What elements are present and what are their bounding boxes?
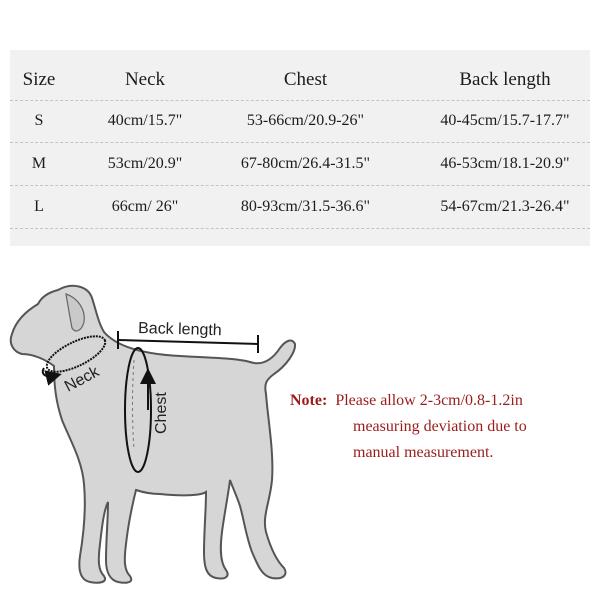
cell-chest: 67-80cm/26.4-31.5"	[240, 155, 371, 172]
cell-neck: 53cm/20.9"	[107, 155, 183, 172]
note-line-2: measuring deviation due to	[353, 418, 527, 435]
note-first-line	[290, 388, 595, 414]
cell-back-length: 40-45cm/15.7-17.7"	[440, 112, 570, 129]
header-neck: Neck	[124, 69, 166, 90]
dog-silhouette-icon	[0, 270, 300, 600]
table-row	[10, 186, 590, 229]
dog-measurement-diagram	[0, 270, 300, 600]
cell-size: L	[34, 198, 44, 215]
header-back-length: Back length	[459, 69, 551, 90]
header-chest: Chest	[283, 69, 328, 90]
chest-label: Chest	[153, 392, 170, 434]
note-line-3: manual measurement.	[353, 444, 494, 461]
cell-neck: 66cm/ 26"	[111, 198, 179, 215]
table-row	[10, 100, 590, 143]
note-line-1: Please allow 2-3cm/0.8-1.2in	[335, 392, 523, 409]
cell-back-length: 54-67cm/21.3-26.4"	[440, 198, 570, 215]
cell-chest: 80-93cm/31.5-36.6"	[240, 198, 371, 215]
cell-size: M	[31, 155, 47, 172]
table-header-row	[10, 60, 590, 101]
cell-chest: 53-66cm/20.9-26"	[246, 112, 365, 129]
back-length-label: Back length	[137, 320, 222, 340]
header-size: Size	[22, 69, 56, 90]
measurement-note	[290, 388, 595, 466]
cell-size: S	[34, 112, 44, 129]
table-row	[10, 143, 590, 186]
cell-neck: 40cm/15.7"	[107, 112, 183, 129]
size-chart-table	[10, 50, 590, 246]
cell-back-length: 46-53cm/18.1-20.9"	[440, 155, 570, 172]
note-label: Note:	[290, 392, 328, 409]
neck-label: Neck	[61, 363, 103, 396]
